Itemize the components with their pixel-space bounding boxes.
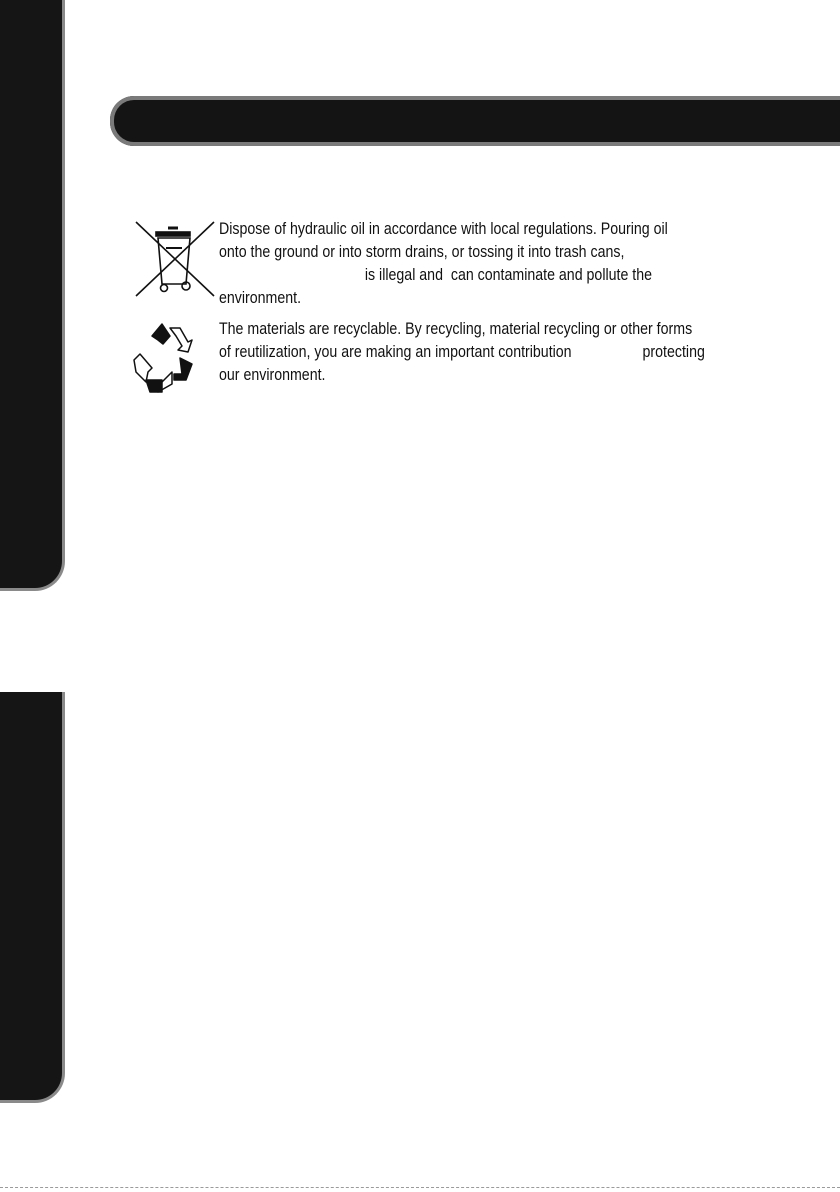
section-header-bar — [110, 96, 840, 146]
disposal-line-2: onto the ground or into storm drains, or tossing it into trash cans, — [219, 243, 625, 261]
recycling-line-2: of reutilization, you are making an important contribution protecting — [219, 343, 705, 361]
side-tab-top — [0, 0, 65, 591]
disposal-line-1: Dispose of hydraulic oil in accordance with local regulations. Pouring oil — [219, 220, 668, 238]
disposal-line-3: is illegal and can contaminate and pollute the — [219, 266, 653, 284]
recycling-notice-text — [219, 318, 791, 387]
recycling-line-1: The materials are recyclable. By recycling, material recycling or other forms — [219, 320, 693, 338]
page-bottom-rule — [0, 1187, 840, 1188]
recycling-symbol-icon — [132, 322, 194, 394]
disposal-notice-text — [219, 218, 791, 310]
disposal-line-4: environment. — [219, 289, 302, 307]
recycling-line-3: our environment. — [219, 366, 326, 384]
crossed-out-wheelie-bin-icon — [130, 218, 220, 300]
side-tab-bottom — [0, 692, 65, 1103]
